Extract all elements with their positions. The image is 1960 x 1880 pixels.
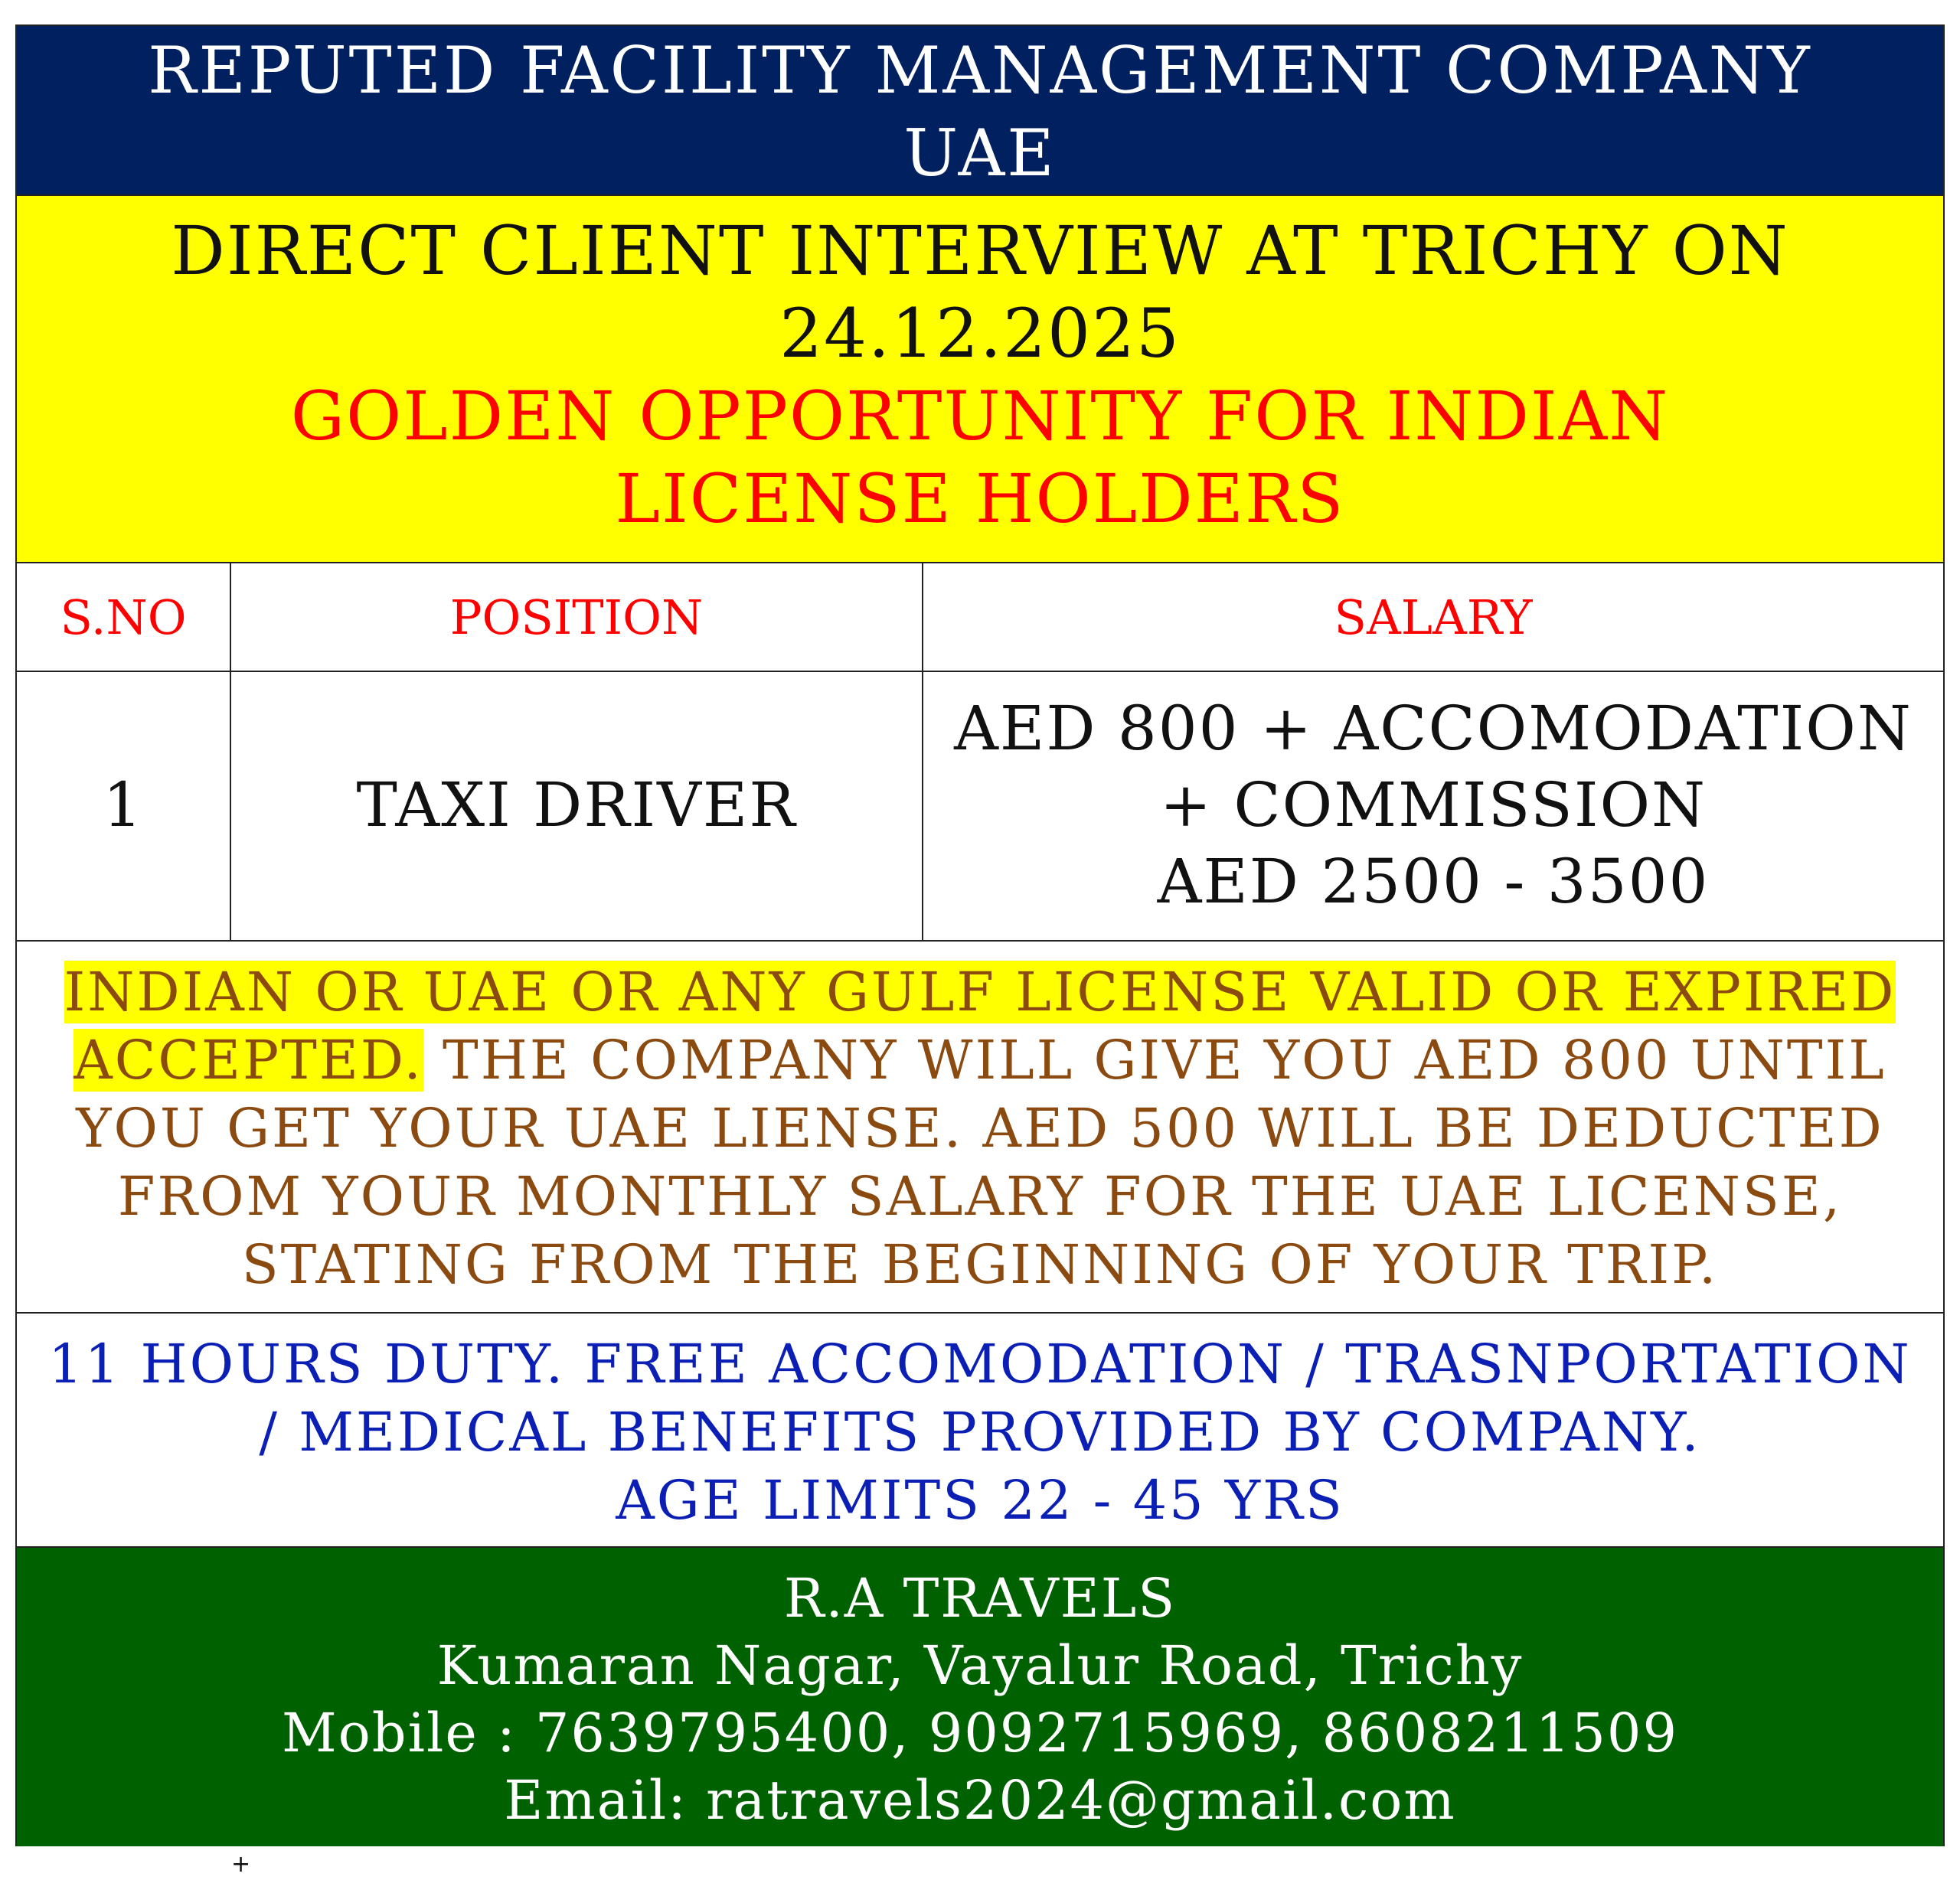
golden-opportunity-line2: LICENSE HOLDERS (615, 459, 1345, 538)
benefits-line1: 11 HOURS DUTY. FREE ACCOMODATION / TRASNPORTATION (48, 1333, 1912, 1395)
age-limits: AGE LIMITS 22 - 45 YRS (616, 1469, 1344, 1532)
interview-heading: DIRECT CLIENT INTERVIEW AT TRICHY ON (171, 211, 1789, 290)
positions-table (17, 562, 1943, 940)
license-note-line2: THE COMPANY WILL GIVE YOU AED 800 UNTIL (443, 1029, 1886, 1092)
license-note-line5: STATING FROM THE BEGINNING OF YOUR TRIP. (241, 1233, 1719, 1296)
agency-email: Email: ratravels2024@gmail.com (504, 1769, 1456, 1832)
footer-plus-mark: + (231, 1851, 251, 1878)
agency-mobile: Mobile : 7639795400, 9092715969, 8608211509 (281, 1702, 1678, 1764)
interview-banner (17, 194, 1943, 562)
company-country: UAE (903, 116, 1057, 191)
table-row (17, 671, 1943, 940)
row-position: TAXI DRIVER (231, 671, 923, 940)
row-sno: 1 (17, 671, 231, 940)
header-salary: SALARY (1334, 589, 1533, 645)
contact-section (17, 1546, 1943, 1846)
license-note-line3: YOU GET YOUR UAE LIENSE. AED 500 WILL BE DEDUCTED (76, 1097, 1884, 1160)
table-header-row (17, 563, 1943, 672)
interview-date: 24.12.2025 (779, 294, 1181, 373)
benefits-section (17, 1312, 1943, 1546)
benefits-line2: / MEDICAL BENEFITS PROVIDED BY COMPANY. (259, 1401, 1701, 1464)
salary-line3: AED 2500 - 3500 (1157, 846, 1710, 917)
header-sno: S.NO (17, 563, 231, 671)
job-poster (15, 24, 1945, 1846)
agency-name: R.A TRAVELS (783, 1567, 1177, 1630)
salary-line2: + COMMISSION (1159, 769, 1707, 840)
header-position: POSITION (231, 563, 923, 671)
company-header (17, 26, 1943, 194)
license-note (17, 940, 1943, 1312)
agency-address: Kumaran Nagar, Vayalur Road, Trichy (436, 1634, 1524, 1697)
license-note-highlight-line1: INDIAN OR UAE OR ANY GULF LICENSE VALID OR EXPIRED (64, 961, 1896, 1023)
salary-line1: AED 800 + ACCOMODATION (954, 693, 1913, 764)
license-note-highlight-line2: ACCEPTED. (74, 1029, 423, 1092)
company-title: REPUTED FACILITY MANAGEMENT COMPANY (148, 33, 1812, 108)
row-salary (923, 671, 1943, 940)
golden-opportunity-line1: GOLDEN OPPORTUNITY FOR INDIAN (290, 377, 1670, 455)
license-note-line4: FROM YOUR MONTHLY SALARY FOR THE UAE LICENSE, (117, 1165, 1843, 1228)
